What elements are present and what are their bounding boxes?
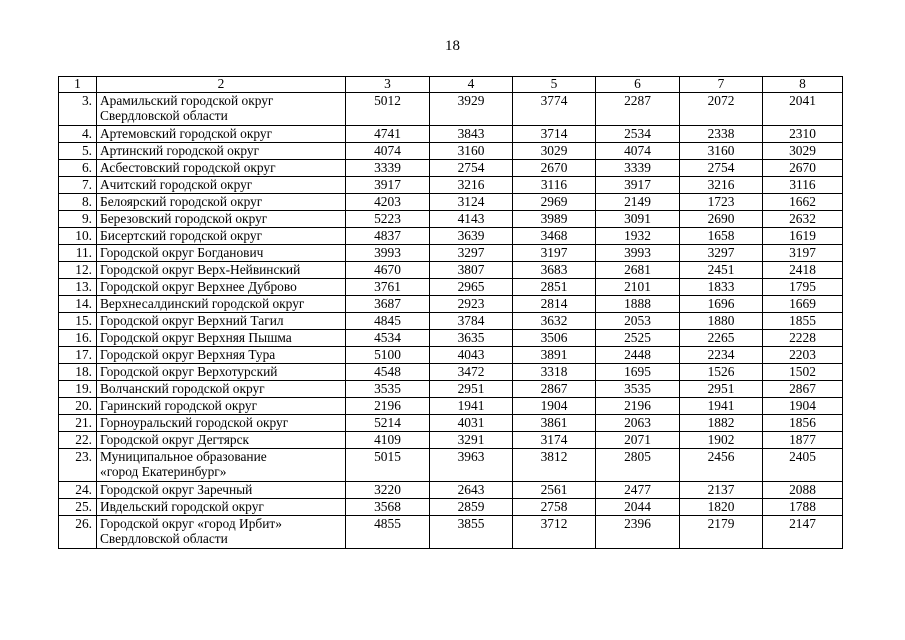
municipality-name-line: Верхнесалдинский городской округ	[100, 296, 305, 311]
municipality-name	[97, 160, 346, 177]
value-cell: 3929	[430, 93, 513, 126]
municipality-name-line: Арамильский городской округ	[100, 93, 274, 108]
value-cell: 3091	[596, 211, 680, 228]
value-cell: 1855	[763, 313, 843, 330]
table-row	[59, 381, 843, 398]
municipality-name	[97, 262, 346, 279]
value-cell: 2063	[596, 415, 680, 432]
value-cell: 5100	[346, 347, 430, 364]
municipality-name-line: Березовский городской округ	[100, 211, 268, 226]
municipality-name-line: Городской округ «город Ирбит»	[100, 516, 282, 531]
value-cell: 2632	[763, 211, 843, 228]
value-cell: 2923	[430, 296, 513, 313]
municipality-name-line: Городской округ Верхняя Тура	[100, 347, 276, 362]
column-header: 6	[596, 77, 680, 93]
table-row	[59, 449, 843, 482]
row-number: 4.	[59, 126, 97, 143]
value-cell: 5012	[346, 93, 430, 126]
column-header: 2	[97, 77, 346, 93]
municipality-name	[97, 364, 346, 381]
value-cell: 3297	[430, 245, 513, 262]
value-cell: 4074	[596, 143, 680, 160]
value-cell: 1880	[680, 313, 763, 330]
municipality-name-line: Городской округ Верхнее Дуброво	[100, 279, 297, 294]
value-cell: 4548	[346, 364, 430, 381]
value-cell: 1888	[596, 296, 680, 313]
value-cell: 3535	[346, 381, 430, 398]
value-cell: 2561	[513, 482, 596, 499]
municipality-name-line: «город Екатеринбург»	[100, 464, 227, 479]
value-cell: 2448	[596, 347, 680, 364]
value-cell: 3687	[346, 296, 430, 313]
value-cell: 2396	[596, 516, 680, 549]
table-row	[59, 347, 843, 364]
table-row	[59, 516, 843, 549]
column-header: 7	[680, 77, 763, 93]
row-number: 5.	[59, 143, 97, 160]
table-row	[59, 228, 843, 245]
municipality-name-line: Городской округ Верхотурский	[100, 364, 278, 379]
value-cell: 3216	[680, 177, 763, 194]
value-cell: 3784	[430, 313, 513, 330]
value-cell: 4143	[430, 211, 513, 228]
value-cell: 2670	[513, 160, 596, 177]
value-cell: 3339	[596, 160, 680, 177]
value-cell: 3855	[430, 516, 513, 549]
value-cell: 2690	[680, 211, 763, 228]
value-cell: 3683	[513, 262, 596, 279]
value-cell: 4074	[346, 143, 430, 160]
municipality-name-line: Ачитский городской округ	[100, 177, 253, 192]
value-cell: 1662	[763, 194, 843, 211]
column-header: 4	[430, 77, 513, 93]
value-cell: 4845	[346, 313, 430, 330]
municipality-name-line: Свердловской области	[100, 108, 228, 123]
value-cell: 3116	[763, 177, 843, 194]
value-cell: 3318	[513, 364, 596, 381]
row-number: 26.	[59, 516, 97, 549]
row-number: 23.	[59, 449, 97, 482]
value-cell: 1723	[680, 194, 763, 211]
value-cell: 2234	[680, 347, 763, 364]
municipality-name-line: Ивдельский городской округ	[100, 499, 264, 514]
value-cell: 3891	[513, 347, 596, 364]
value-cell: 1902	[680, 432, 763, 449]
table-row	[59, 279, 843, 296]
value-cell: 2044	[596, 499, 680, 516]
value-cell: 2951	[680, 381, 763, 398]
column-header: 3	[346, 77, 430, 93]
row-number: 21.	[59, 415, 97, 432]
value-cell: 3535	[596, 381, 680, 398]
value-cell: 3197	[763, 245, 843, 262]
row-number: 14.	[59, 296, 97, 313]
table-row	[59, 245, 843, 262]
value-cell: 3714	[513, 126, 596, 143]
value-cell: 5015	[346, 449, 430, 482]
value-cell: 1658	[680, 228, 763, 245]
value-cell: 1820	[680, 499, 763, 516]
municipality-name-line: Артинский городской округ	[100, 143, 260, 158]
data-table	[58, 76, 843, 549]
municipality-name	[97, 347, 346, 364]
municipality-name-line: Артемовский городской округ	[100, 126, 273, 141]
row-number: 12.	[59, 262, 97, 279]
table-row	[59, 296, 843, 313]
municipality-name-line: Городской округ Заречный	[100, 482, 253, 497]
value-cell: 1941	[430, 398, 513, 415]
municipality-name-line: Асбестовский городской округ	[100, 160, 276, 175]
municipality-name-line: Волчанский городской округ	[100, 381, 265, 396]
row-number: 19.	[59, 381, 97, 398]
value-cell: 2525	[596, 330, 680, 347]
value-cell: 4837	[346, 228, 430, 245]
row-number: 10.	[59, 228, 97, 245]
value-cell: 3160	[680, 143, 763, 160]
value-cell: 3124	[430, 194, 513, 211]
table-row	[59, 432, 843, 449]
municipality-name	[97, 432, 346, 449]
value-cell: 1526	[680, 364, 763, 381]
municipality-name-line: Городской округ Дегтярск	[100, 432, 250, 447]
value-cell: 2072	[680, 93, 763, 126]
row-number: 18.	[59, 364, 97, 381]
table-row	[59, 93, 843, 126]
value-cell: 1932	[596, 228, 680, 245]
value-cell: 3297	[680, 245, 763, 262]
value-cell: 3468	[513, 228, 596, 245]
value-cell: 1904	[763, 398, 843, 415]
value-cell: 2754	[430, 160, 513, 177]
value-cell: 3843	[430, 126, 513, 143]
value-cell: 3807	[430, 262, 513, 279]
value-cell: 2101	[596, 279, 680, 296]
municipality-name	[97, 177, 346, 194]
row-number: 11.	[59, 245, 97, 262]
table-row	[59, 194, 843, 211]
row-number: 13.	[59, 279, 97, 296]
municipality-name-line: Белоярский городской округ	[100, 194, 263, 209]
municipality-name	[97, 482, 346, 499]
municipality-name	[97, 516, 346, 549]
table-row	[59, 143, 843, 160]
value-cell: 4855	[346, 516, 430, 549]
value-cell: 1941	[680, 398, 763, 415]
column-header: 1	[59, 77, 97, 93]
row-number: 15.	[59, 313, 97, 330]
value-cell: 4109	[346, 432, 430, 449]
municipality-name-line: Городской округ Богданович	[100, 245, 264, 260]
row-number: 24.	[59, 482, 97, 499]
value-cell: 3506	[513, 330, 596, 347]
row-number: 8.	[59, 194, 97, 211]
row-number: 17.	[59, 347, 97, 364]
municipality-name	[97, 279, 346, 296]
value-cell: 1619	[763, 228, 843, 245]
table-row	[59, 499, 843, 516]
value-cell: 3216	[430, 177, 513, 194]
value-cell: 2851	[513, 279, 596, 296]
value-cell: 1856	[763, 415, 843, 432]
value-cell: 1882	[680, 415, 763, 432]
value-cell: 2758	[513, 499, 596, 516]
value-cell: 1669	[763, 296, 843, 313]
value-cell: 3993	[346, 245, 430, 262]
table-row	[59, 313, 843, 330]
value-cell: 2867	[513, 381, 596, 398]
value-cell: 2203	[763, 347, 843, 364]
municipality-name	[97, 415, 346, 432]
value-cell: 2456	[680, 449, 763, 482]
value-cell: 2196	[596, 398, 680, 415]
value-cell: 3712	[513, 516, 596, 549]
row-number: 6.	[59, 160, 97, 177]
municipality-name	[97, 143, 346, 160]
value-cell: 3116	[513, 177, 596, 194]
value-cell: 2137	[680, 482, 763, 499]
value-cell: 2969	[513, 194, 596, 211]
column-header: 8	[763, 77, 843, 93]
column-header: 5	[513, 77, 596, 93]
row-number: 7.	[59, 177, 97, 194]
value-cell: 1833	[680, 279, 763, 296]
municipality-name	[97, 330, 346, 347]
value-cell: 1788	[763, 499, 843, 516]
row-number: 22.	[59, 432, 97, 449]
table-header-row	[59, 77, 843, 93]
municipality-name	[97, 381, 346, 398]
row-number: 9.	[59, 211, 97, 228]
value-cell: 3993	[596, 245, 680, 262]
municipality-name-line: Гаринский городской округ	[100, 398, 258, 413]
table-row	[59, 364, 843, 381]
value-cell: 2196	[346, 398, 430, 415]
table-row	[59, 177, 843, 194]
value-cell: 3339	[346, 160, 430, 177]
value-cell: 3774	[513, 93, 596, 126]
value-cell: 4031	[430, 415, 513, 432]
value-cell: 3812	[513, 449, 596, 482]
value-cell: 3963	[430, 449, 513, 482]
value-cell: 4043	[430, 347, 513, 364]
municipality-name	[97, 194, 346, 211]
table-row	[59, 482, 843, 499]
value-cell: 2041	[763, 93, 843, 126]
value-cell: 2149	[596, 194, 680, 211]
value-cell: 2310	[763, 126, 843, 143]
value-cell: 3917	[596, 177, 680, 194]
municipality-name-line: Городской округ Верх-Нейвинский	[100, 262, 301, 277]
value-cell: 3029	[513, 143, 596, 160]
value-cell: 1695	[596, 364, 680, 381]
row-number: 16.	[59, 330, 97, 347]
page-number: 18	[445, 38, 460, 54]
municipality-name-line: Муниципальное образование	[100, 449, 267, 464]
value-cell: 1795	[763, 279, 843, 296]
row-number: 20.	[59, 398, 97, 415]
value-cell: 4534	[346, 330, 430, 347]
municipality-name-line: Горноуральский городской округ	[100, 415, 289, 430]
table-row	[59, 262, 843, 279]
value-cell: 2287	[596, 93, 680, 126]
value-cell: 1696	[680, 296, 763, 313]
row-number: 25.	[59, 499, 97, 516]
value-cell: 3029	[763, 143, 843, 160]
municipality-name	[97, 499, 346, 516]
value-cell: 2805	[596, 449, 680, 482]
municipality-name	[97, 93, 346, 126]
value-cell: 1877	[763, 432, 843, 449]
value-cell: 2951	[430, 381, 513, 398]
value-cell: 3174	[513, 432, 596, 449]
value-cell: 3989	[513, 211, 596, 228]
table-row	[59, 330, 843, 347]
value-cell: 2451	[680, 262, 763, 279]
row-number: 3.	[59, 93, 97, 126]
value-cell: 3639	[430, 228, 513, 245]
municipality-name-line: Городской округ Верхняя Пышма	[100, 330, 292, 345]
value-cell: 1904	[513, 398, 596, 415]
value-cell: 2071	[596, 432, 680, 449]
municipality-name	[97, 245, 346, 262]
table-row	[59, 415, 843, 432]
value-cell: 3197	[513, 245, 596, 262]
value-cell: 2867	[763, 381, 843, 398]
value-cell: 2418	[763, 262, 843, 279]
value-cell: 2814	[513, 296, 596, 313]
municipality-name	[97, 228, 346, 245]
table-row	[59, 398, 843, 415]
municipality-name	[97, 296, 346, 313]
value-cell: 2147	[763, 516, 843, 549]
value-cell: 3761	[346, 279, 430, 296]
municipality-name-line: Бисертский городской округ	[100, 228, 263, 243]
municipality-name-line: Свердловской области	[100, 531, 228, 546]
value-cell: 2265	[680, 330, 763, 347]
value-cell: 3917	[346, 177, 430, 194]
value-cell: 4670	[346, 262, 430, 279]
value-cell: 2643	[430, 482, 513, 499]
value-cell: 2681	[596, 262, 680, 279]
value-cell: 1502	[763, 364, 843, 381]
municipality-name	[97, 449, 346, 482]
municipality-name-line: Городской округ Верхний Тагил	[100, 313, 284, 328]
municipality-name	[97, 313, 346, 330]
table-row	[59, 160, 843, 177]
value-cell: 5214	[346, 415, 430, 432]
value-cell: 3220	[346, 482, 430, 499]
value-cell: 2405	[763, 449, 843, 482]
value-cell: 5223	[346, 211, 430, 228]
municipality-name	[97, 398, 346, 415]
municipality-name	[97, 126, 346, 143]
value-cell: 2053	[596, 313, 680, 330]
value-cell: 2088	[763, 482, 843, 499]
value-cell: 3160	[430, 143, 513, 160]
value-cell: 4203	[346, 194, 430, 211]
value-cell: 3472	[430, 364, 513, 381]
table-row	[59, 126, 843, 143]
municipality-name	[97, 211, 346, 228]
value-cell: 3291	[430, 432, 513, 449]
value-cell: 3568	[346, 499, 430, 516]
table-row	[59, 211, 843, 228]
value-cell: 2534	[596, 126, 680, 143]
value-cell: 4741	[346, 126, 430, 143]
value-cell: 2338	[680, 126, 763, 143]
value-cell: 2859	[430, 499, 513, 516]
value-cell: 2179	[680, 516, 763, 549]
value-cell: 2754	[680, 160, 763, 177]
value-cell: 3861	[513, 415, 596, 432]
value-cell: 2965	[430, 279, 513, 296]
value-cell: 2477	[596, 482, 680, 499]
value-cell: 3635	[430, 330, 513, 347]
value-cell: 3632	[513, 313, 596, 330]
value-cell: 2670	[763, 160, 843, 177]
value-cell: 2228	[763, 330, 843, 347]
